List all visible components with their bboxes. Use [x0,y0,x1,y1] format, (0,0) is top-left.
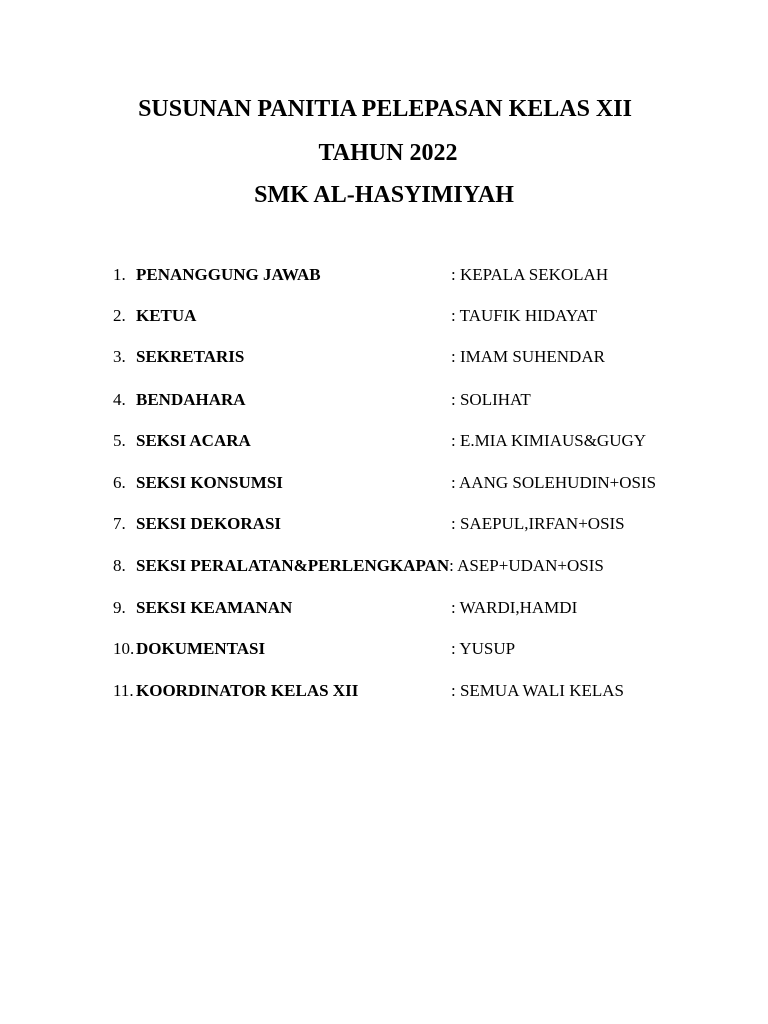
role-assignee: : YUSUP [451,639,516,658]
committee-row [0,638,768,660]
row-number: 9. [113,598,126,617]
role-assignee: : TAUFIK HIDAYAT [451,306,597,325]
committee-row [0,430,768,452]
document-title: SUSUNAN PANITIA PELEPASAN KELAS XII [138,96,632,122]
row-number: 3. [113,347,126,366]
committee-row [0,346,768,368]
role-label: SEKSI PERALATAN&PERLENGKAPAN [136,556,450,575]
role-label: SEKSI KONSUMSI [136,473,283,492]
row-number: 5. [113,431,126,450]
role-label: SEKSI ACARA [136,431,251,450]
row-number: 7. [113,514,126,533]
role-assignee: : IMAM SUHENDAR [451,347,605,366]
role-label: PENANGGUNG JAWAB [136,265,321,284]
committee-row [0,680,768,702]
role-line [136,555,604,577]
row-number: 4. [113,390,126,409]
committee-row [0,264,768,286]
row-number: 10. [113,639,135,658]
role-assignee: : E.MIA KIMIAUS&GUGY [451,431,647,450]
role-label: BENDAHARA [136,390,246,409]
role-assignee: : WARDI,HAMDI [451,598,578,617]
role-assignee: : SAEPUL,IRFAN+OSIS [451,514,625,533]
committee-row [0,389,768,411]
role-label: SEKRETARIS [136,347,245,366]
school-name: SMK AL-HASYIMIYAH [254,182,514,208]
committee-row [0,305,768,327]
committee-row [0,472,768,494]
role-assignee: : SOLIHAT [451,390,531,409]
role-label: SEKSI KEAMANAN [136,598,293,617]
committee-row [0,597,768,619]
role-assignee: : KEPALA SEKOLAH [451,265,609,284]
committee-row [0,513,768,535]
row-number: 2. [113,306,126,325]
row-number: 1. [113,265,126,284]
row-number: 8. [113,556,126,575]
document-year: TAHUN 2022 [318,140,458,166]
role-label: KOORDINATOR KELAS XII [136,681,359,700]
role-assignee: : SEMUA WALI KELAS [451,681,624,700]
committee-row [0,555,768,577]
row-number: 11. [113,681,134,700]
row-number: 6. [113,473,126,492]
role-assignee: : AANG SOLEHUDIN+OSIS [451,473,657,492]
role-label: SEKSI DEKORASI [136,514,282,533]
role-label: KETUA [136,306,197,325]
role-assignee: : ASEP+UDAN+OSIS [449,556,604,575]
role-label: DOKUMENTASI [136,639,266,658]
